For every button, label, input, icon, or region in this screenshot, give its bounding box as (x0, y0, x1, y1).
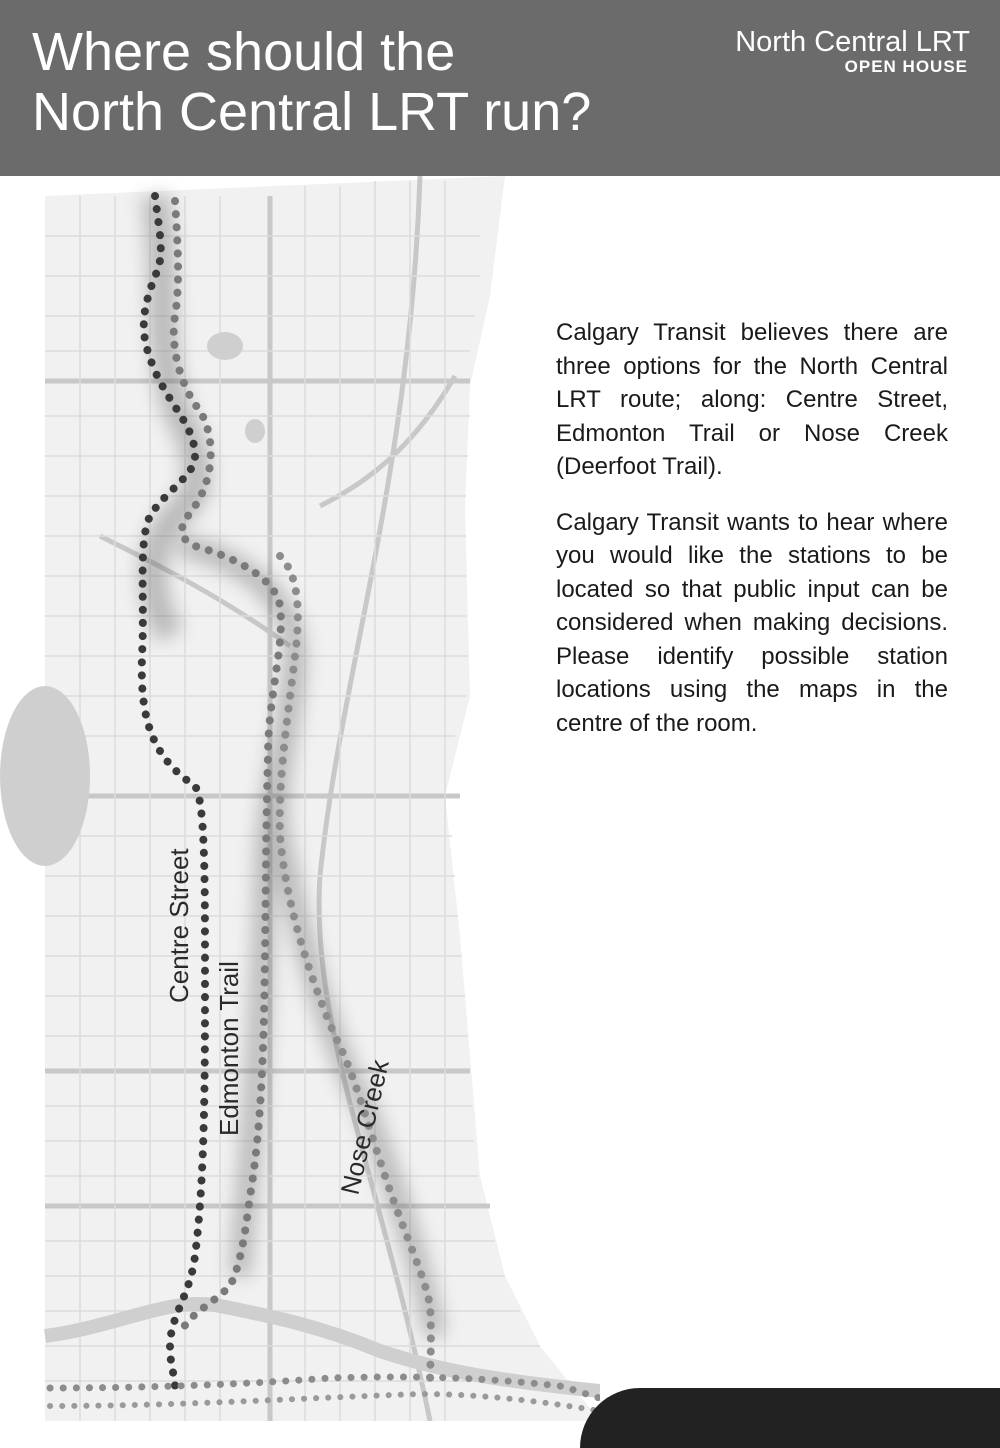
header-banner (0, 0, 1000, 176)
route-map-svg (0, 176, 600, 1421)
page-title (32, 22, 591, 142)
info-paragraph-1: Calgary Transit believes there are three options for the North Central LRT route; along: Centre Street, Edmonton Trail or Nose Creek (Deerfoot Trail). (556, 319, 948, 480)
info-paragraph-2: Calgary Transit wants to hear where you would like the stations to be located so that public input can be considered when making decisions. Please identify possible station locations using the maps in the centre of the room. (556, 508, 948, 737)
centre-street-label: Centre Street (164, 848, 194, 1003)
edmonton-trail-label: Edmonton Trail (214, 961, 244, 1136)
corner-decoration (580, 1388, 1000, 1448)
base-map (0, 176, 600, 1421)
brand-subtitle: OPEN HOUSE (844, 57, 968, 76)
info-text (556, 316, 948, 762)
title-line-1: Where should the (32, 22, 456, 82)
title-line-2: North Central LRT run? (32, 82, 592, 142)
brand-name: North Central LRT (735, 26, 970, 58)
route-map (0, 176, 600, 1421)
nose-creek-label: Nose Creek (334, 1056, 395, 1198)
